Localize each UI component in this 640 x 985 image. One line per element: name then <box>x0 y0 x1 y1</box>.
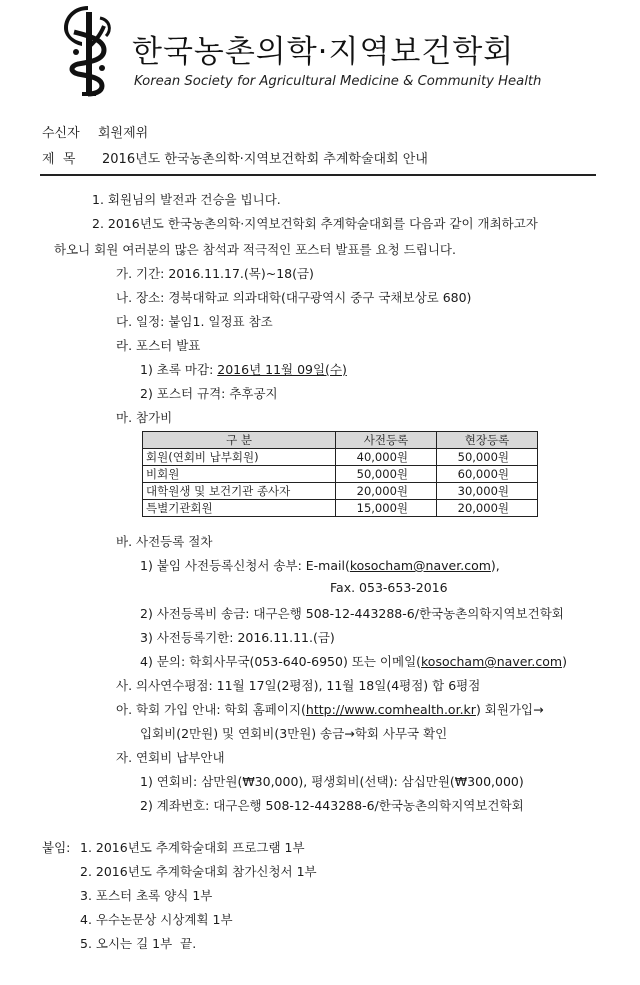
item-ma-fee: 마. 참가비 <box>116 410 173 425</box>
table-row <box>143 449 538 466</box>
membership-suffix: ) 회원가입→ <box>475 702 544 717</box>
registration-fax: Fax. 053-653-2016 <box>330 580 448 595</box>
registration-email-suffix: ), <box>490 558 500 573</box>
annual-fee-amount: 1) 연회비: 삼만원(₩30,000), 평생회비(선택): 삼십만원(₩300,000) <box>140 774 524 789</box>
registration-email <box>140 556 500 574</box>
registration-email-link[interactable]: kosocham@naver.com <box>349 558 491 573</box>
fee-onsite: 20,000원 <box>437 500 538 517</box>
membership-label: 아. 학회 가입 안내: 학회 홈페이지( <box>116 702 306 717</box>
table-row <box>143 500 538 517</box>
attachment-item: 2. 2016년도 추계학술대회 참가신청서 1부 <box>80 864 317 879</box>
fee-pre: 40,000원 <box>336 449 437 466</box>
fee-onsite: 50,000원 <box>437 449 538 466</box>
fee-pre: 20,000원 <box>336 483 437 500</box>
fee-onsite: 30,000원 <box>437 483 538 500</box>
fee-category: 대학원생 및 보건기관 종사자 <box>143 483 336 500</box>
membership-line-2: 입회비(2만원) 및 연회비(3만원) 송금→학회 사무국 확인 <box>140 726 448 741</box>
item-da-schedule: 다. 일정: 붙임1. 일정표 참조 <box>116 314 273 329</box>
item-ga-period: 가. 기간: 2016.11.17.(목)~18(금) <box>116 266 314 281</box>
fee-table-header <box>143 432 538 449</box>
table-row <box>143 466 538 483</box>
attachment-item: 4. 우수논문상 시상계획 1부 <box>80 912 233 927</box>
society-logo <box>60 6 118 98</box>
fee-category: 비회원 <box>143 466 336 483</box>
paragraph-1: 1. 회원님의 발전과 건승을 빕니다. <box>92 192 281 207</box>
fee-header-preregistration: 사전등록 <box>336 432 437 449</box>
paragraph-2-line-1: 2. 2016년도 한국농촌의학·지역보건학회 추계학술대회를 다음과 같이 개최하고자 <box>92 216 538 231</box>
registration-payment: 2) 사전등록비 송금: 대구은행 508-12-443288-6/한국농촌의학지역보건학회 <box>140 606 564 621</box>
fee-pre: 50,000원 <box>336 466 437 483</box>
item-ba-registration: 바. 사전등록 절차 <box>116 534 213 549</box>
society-name-korean: 한국농촌의학·지역보건학회 <box>132 34 515 70</box>
fee-header-category: 구 분 <box>143 432 336 449</box>
recipient-label: 수신자 <box>42 126 80 141</box>
fee-category: 회원(연회비 납부회원) <box>143 449 336 466</box>
poster-deadline <box>140 360 347 378</box>
poster-deadline-date: 2016년 11월 09일(수) <box>217 362 347 377</box>
item-ja-annual-fee: 자. 연회비 납부안내 <box>116 750 225 765</box>
registration-email-label: 1) 붙임 사전등록신청서 송부: E-mail( <box>140 558 350 573</box>
fee-pre: 15,000원 <box>336 500 437 517</box>
item-na-venue: 나. 장소: 경북대학교 의과대학(대구광역시 중구 국채보상로 680) <box>116 290 472 305</box>
paragraph-2-line-2: 하오니 회원 여러분의 많은 참석과 적극적인 포스터 발표를 요청 드립니다. <box>54 242 456 257</box>
fee-table <box>142 431 538 517</box>
attachments-label: 붙임: <box>42 840 71 855</box>
attachment-item: 3. 포스터 초록 양식 1부 <box>80 888 213 903</box>
annual-fee-account: 2) 계좌번호: 대구은행 508-12-443288-6/한국농촌의학지역보건학회 <box>140 798 524 813</box>
inquiry-email-link[interactable]: kosocham@naver.com <box>421 654 563 669</box>
table-row <box>143 483 538 500</box>
caduceus-emblem-icon <box>60 6 118 98</box>
item-ra-poster: 라. 포스터 발표 <box>116 338 201 353</box>
header-divider <box>40 174 596 176</box>
subject-value: 2016년도 한국농촌의학·지역보건학회 추계학술대회 안내 <box>102 152 428 167</box>
homepage-link[interactable]: http://www.comhealth.or.kr <box>305 702 476 717</box>
fee-category: 특별기관회원 <box>143 500 336 517</box>
registration-inquiry <box>140 652 567 670</box>
poster-deadline-label: 1) 초록 마감: <box>140 362 218 377</box>
society-name-english: Korean Society for Agricultural Medicine & Community Health <box>134 74 542 89</box>
registration-deadline: 3) 사전등록기한: 2016.11.11.(금) <box>140 630 335 645</box>
attachment-item: 1. 2016년도 추계학술대회 프로그램 1부 <box>80 840 305 855</box>
poster-size: 2) 포스터 규격: 추후공지 <box>140 386 278 401</box>
subject-label: 제 목 <box>42 152 76 167</box>
inquiry-suffix: ) <box>562 654 567 669</box>
item-sa-credits: 사. 의사연수평점: 11월 17일(2평점), 11월 18일(4평점) 합 6평점 <box>116 678 481 693</box>
recipient-value: 회원제위 <box>98 126 149 141</box>
fee-onsite: 60,000원 <box>437 466 538 483</box>
item-a-membership <box>116 700 544 718</box>
fee-header-onsite: 현장등록 <box>437 432 538 449</box>
attachment-item: 5. 오시는 길 1부 끝. <box>80 936 197 951</box>
inquiry-label: 4) 문의: 학회사무국(053-640-6950) 또는 이메일( <box>140 654 422 669</box>
